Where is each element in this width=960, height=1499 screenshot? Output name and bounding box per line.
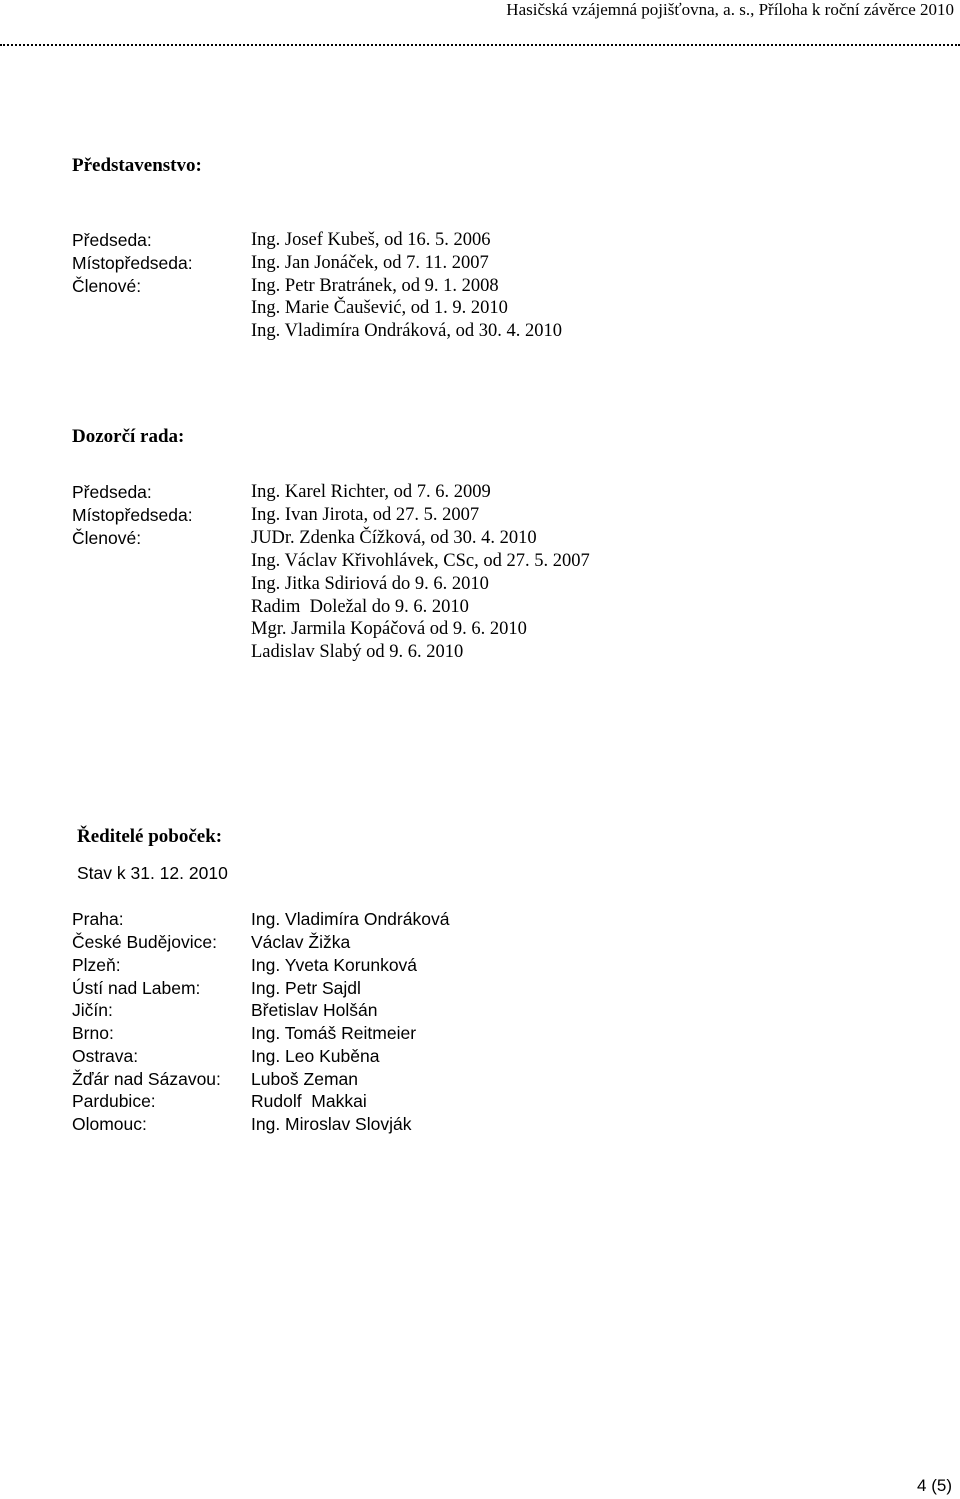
branch-label-plzen: Plzeň: — [72, 955, 121, 975]
dozorci-rada-label-2: Místopředseda: — [72, 505, 193, 525]
branch-director-ceske-budejovice: Václav Žižka — [251, 932, 351, 952]
branch-label-brno: Brno: — [72, 1023, 114, 1043]
predstavenstvo-label-3: Členové: — [72, 276, 142, 296]
dozorci-rada-label-3: Členové: — [72, 528, 142, 548]
branch-label-usti-nad-labem: Ústí nad Labem: — [72, 978, 201, 998]
branch-label-praha: Praha: — [72, 909, 124, 929]
header-divider — [0, 44, 960, 46]
predstavenstvo-label-2: Místopředseda: — [72, 253, 193, 273]
branch-label-ostrava: Ostrava: — [72, 1046, 139, 1066]
branch-director-praha: Ing. Vladimíra Ondráková — [251, 909, 450, 929]
section-title-dozorci-rada: Dozorčí rada: — [72, 426, 185, 447]
section-title-predstavenstvo: Představenstvo: — [72, 155, 202, 176]
dozorci-rada-label-1: Předseda: — [72, 482, 152, 502]
branch-label-jicin: Jičín: — [72, 1000, 113, 1020]
dozorci-rada-value-4: Ing. Václav Křivohlávek, CSc, od 27. 5. 2007 — [251, 551, 590, 571]
branch-director-olomouc: Ing. Miroslav Slovják — [251, 1114, 412, 1134]
predstavenstvo-value-1: Ing. Josef Kubeš, od 16. 5. 2006 — [251, 230, 491, 250]
branch-director-usti-nad-labem: Ing. Petr Sajdl — [251, 978, 361, 998]
branch-director-plzen: Ing. Yveta Korunková — [251, 955, 418, 975]
predstavenstvo-value-2: Ing. Jan Jonáček, od 7. 11. 2007 — [251, 253, 489, 273]
branch-director-ostrava: Ing. Leo Kuběna — [251, 1046, 380, 1066]
dozorci-rada-value-6: Radim Doležal do 9. 6. 2010 — [251, 597, 469, 617]
dozorci-rada-value-1: Ing. Karel Richter, od 7. 6. 2009 — [251, 482, 491, 502]
branch-label-olomouc: Olomouc: — [72, 1114, 147, 1134]
branch-director-pardubice: Rudolf Makkai — [251, 1091, 367, 1111]
predstavenstvo-value-3: Ing. Petr Bratránek, od 9. 1. 2008 — [251, 276, 499, 296]
dozorci-rada-value-8: Ladislav Slabý od 9. 6. 2010 — [251, 642, 464, 662]
predstavenstvo-value-5: Ing. Vladimíra Ondráková, od 30. 4. 2010 — [251, 321, 563, 341]
predstavenstvo-value-4: Ing. Marie Čaušević, od 1. 9. 2010 — [251, 298, 508, 318]
branch-label-zdar-nad-sazavou: Žďár nad Sázavou: — [72, 1069, 221, 1089]
predstavenstvo-label-1: Předseda: — [72, 230, 152, 250]
branch-director-brno: Ing. Tomáš Reitmeier — [251, 1023, 417, 1043]
status-date: Stav k 31. 12. 2010 — [77, 863, 228, 883]
page-number: 4 (5) — [917, 1476, 952, 1495]
dozorci-rada-value-2: Ing. Ivan Jirota, od 27. 5. 2007 — [251, 505, 480, 525]
branch-label-ceske-budejovice: České Budějovice: — [72, 932, 217, 952]
dozorci-rada-value-7: Mgr. Jarmila Kopáčová od 9. 6. 2010 — [251, 619, 527, 639]
branch-director-jicin: Břetislav Holšán — [251, 1000, 378, 1020]
dozorci-rada-value-5: Ing. Jitka Sdiriová do 9. 6. 2010 — [251, 574, 489, 594]
dozorci-rada-value-3: JUDr. Zdenka Čížková, od 30. 4. 2010 — [251, 528, 537, 548]
section-title-reditele-pobocek: Ředitelé poboček: — [77, 826, 223, 847]
page-header: Hasičská vzájemná pojišťovna, a. s., Příloha k roční závěrce 2010 — [506, 0, 954, 19]
branch-director-zdar-nad-sazavou: Luboš Zeman — [251, 1069, 359, 1089]
branch-label-pardubice: Pardubice: — [72, 1091, 156, 1111]
